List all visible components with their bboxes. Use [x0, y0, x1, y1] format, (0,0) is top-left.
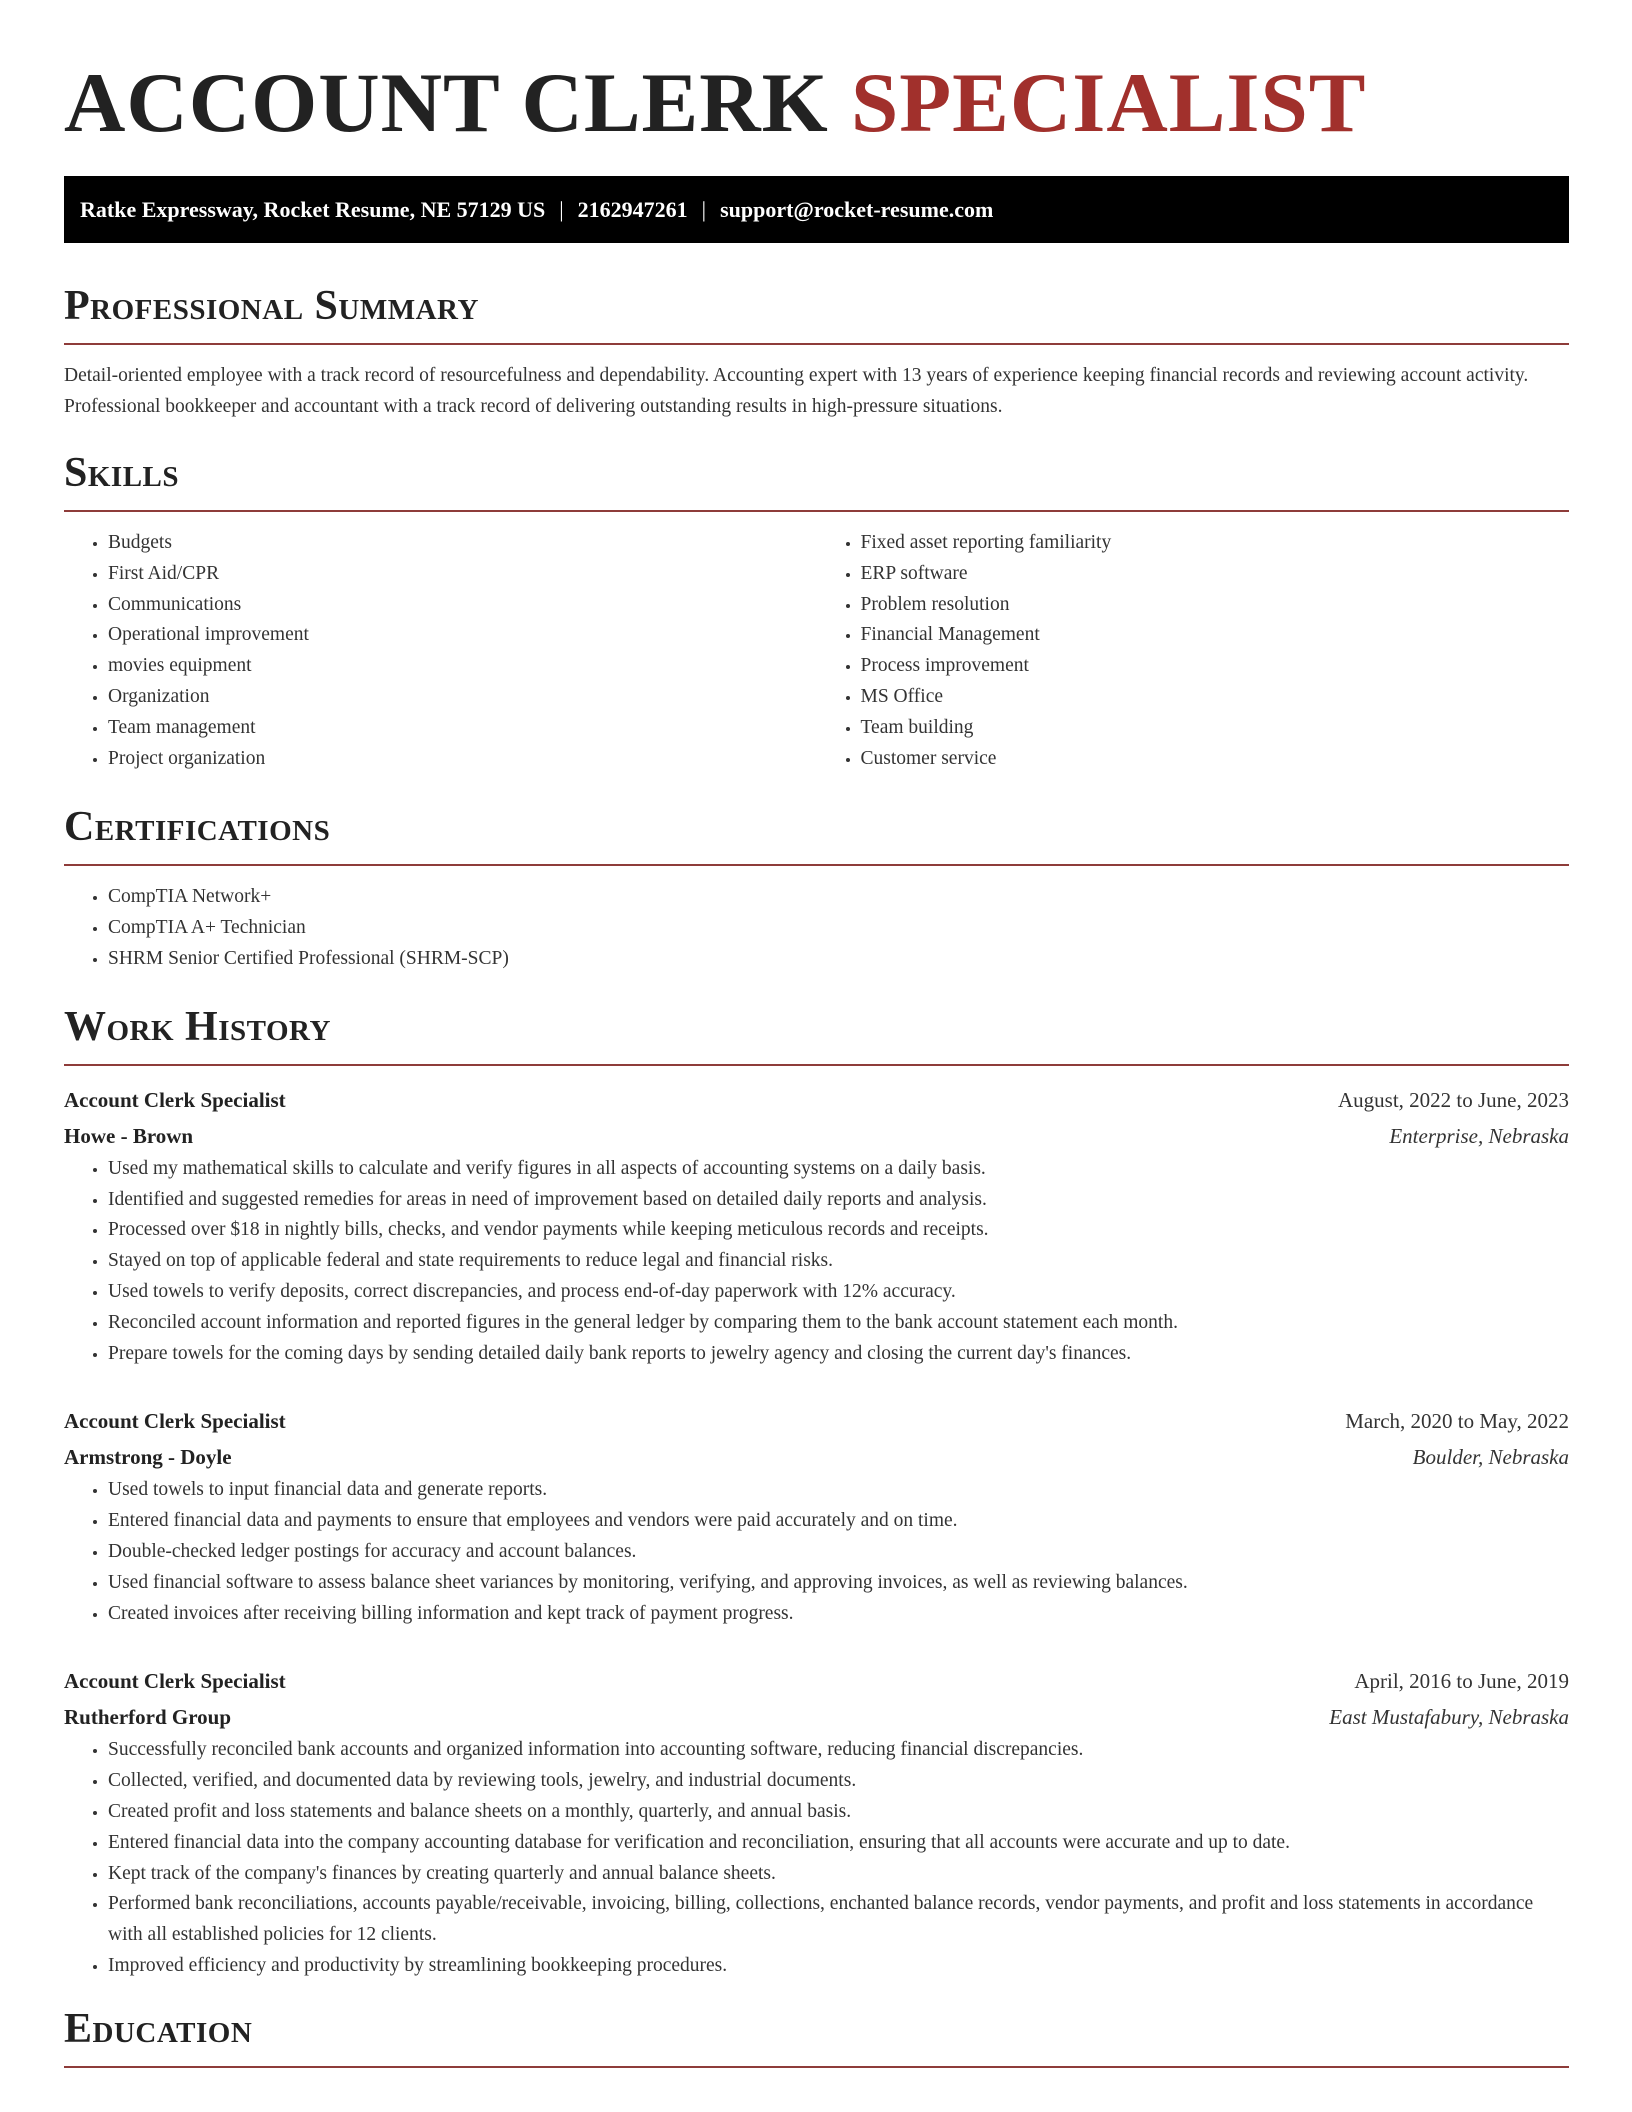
- contact-separator: |: [701, 197, 707, 222]
- job-bullet: • Entered financial data and payments to ensure that employees and vendors were paid accurately and on time.: [108, 1506, 1569, 1537]
- skills-section: [64, 448, 1569, 774]
- section-heading-education: Education: [64, 2004, 1569, 2068]
- job-bullets: [64, 1154, 1569, 1370]
- section-heading-summary: Professional Summary: [64, 281, 1569, 345]
- contact-email[interactable]: support@rocket-resume.com: [720, 197, 994, 222]
- job-bullet: • Used my mathematical skills to calculate and verify figures in all aspects of accounting systems on a daily basis.: [108, 1154, 1569, 1185]
- job-dates: April, 2016 to June, 2019: [1354, 1669, 1569, 1694]
- certification-item: • SHRM Senior Certified Professional (SHRM-SCP): [108, 944, 1569, 975]
- job-bullet: • Processed over $18 in nightly bills, checks, and vendor payments while keeping meticulous records and receipts.: [108, 1215, 1569, 1246]
- skill-item: • Team building: [861, 713, 1570, 744]
- job-header-row: [64, 1403, 1569, 1439]
- skills-list-left: [64, 528, 817, 774]
- job-bullet: • Used towels to verify deposits, correct discrepancies, and process end-of-day paperwork with 12% accuracy.: [108, 1277, 1569, 1308]
- job-bullet: • Reconciled account information and reported figures in the general ledger by comparing them to the bank account statement each month.: [108, 1308, 1569, 1339]
- job-location: East Mustafabury, Nebraska: [1329, 1705, 1569, 1730]
- skill-item: • Operational improvement: [108, 620, 817, 651]
- job-bullet: • Prepare towels for the coming days by sending detailed daily bank reports to jewelry agency and closing the current day's finances.: [108, 1339, 1569, 1370]
- certifications-section: [64, 802, 1569, 974]
- skills-list-right: [817, 528, 1570, 774]
- skill-item: • Communications: [108, 590, 817, 621]
- summary-text: Detail-oriented employee with a track record of resourcefulness and dependability. Accounting expert with 13 years of experience keeping financial records and reviewing account activity. Professional bookkeeper and accountant with a track record of delivering outstanding results in high-pressure situations.: [64, 365, 1529, 417]
- summary-section: [64, 281, 1569, 422]
- job-bullet: • Used towels to input financial data and generate reports.: [108, 1475, 1569, 1506]
- job-bullet: • Improved efficiency and productivity by streamlining bookkeeping procedures.: [108, 1951, 1569, 1982]
- job-title: Account Clerk Specialist: [64, 1087, 286, 1112]
- skill-item: • Project organization: [108, 744, 817, 775]
- skill-item: • Budgets: [108, 528, 817, 559]
- job-entry: [64, 1663, 1569, 1981]
- skill-item: • Customer service: [861, 744, 1570, 775]
- title-accent: SPECIALIST: [850, 56, 1367, 150]
- skill-item: • Fixed asset reporting familiarity: [861, 528, 1570, 559]
- job-bullet: • Created profit and loss statements and balance sheets on a monthly, quarterly, and annual basis.: [108, 1797, 1569, 1828]
- section-heading-skills: Skills: [64, 448, 1569, 512]
- contact-address: Ratke Expressway, Rocket Resume, NE 57129 US: [80, 197, 546, 222]
- job-bullet: • Used financial software to assess balance sheet variances by monitoring, verifying, and approving invoices, as well as reviewing balances.: [108, 1568, 1569, 1599]
- contact-phone[interactable]: 2162947261: [577, 197, 688, 222]
- job-company: Howe - Brown: [64, 1123, 194, 1148]
- job-header-row: [64, 1082, 1569, 1118]
- title-main: ACCOUNT CLERK: [64, 56, 829, 150]
- skill-item: • ERP software: [861, 559, 1570, 590]
- skill-item: • Organization: [108, 682, 817, 713]
- job-bullet: • Double-checked ledger postings for accuracy and account balances.: [108, 1537, 1569, 1568]
- work-history-section: [64, 1002, 1569, 1982]
- job-location: Boulder, Nebraska: [1412, 1445, 1569, 1470]
- job-bullet: • Kept track of the company's finances by creating quarterly and annual balance sheets.: [108, 1859, 1569, 1890]
- certifications-list: [64, 882, 1569, 974]
- skill-item: • First Aid/CPR: [108, 559, 817, 590]
- skill-item: • movies equipment: [108, 651, 817, 682]
- job-bullet: • Created invoices after receiving billing information and kept track of payment progress.: [108, 1599, 1569, 1630]
- skill-item: • Financial Management: [861, 620, 1570, 651]
- job-bullet: • Successfully reconciled bank accounts and organized information into accounting software, reducing financial discrepancies.: [108, 1735, 1569, 1766]
- skill-item: • Problem resolution: [861, 590, 1570, 621]
- job-entry: [64, 1082, 1569, 1370]
- job-dates: March, 2020 to May, 2022: [1345, 1409, 1569, 1434]
- job-bullet: • Performed bank reconciliations, accounts payable/receivable, invoicing, billing, collections, enchanted balance records, vendor payments, and profit and loss statements in accordance with all established policies for 12 clients.: [108, 1889, 1569, 1951]
- skill-item: • Team management: [108, 713, 817, 744]
- job-company: Rutherford Group: [64, 1705, 232, 1730]
- job-bullet: • Stayed on top of applicable federal and state requirements to reduce legal and financial risks.: [108, 1246, 1569, 1277]
- job-subheader-row: [64, 1118, 1569, 1154]
- job-bullet: • Identified and suggested remedies for areas in need of improvement based on detailed daily reports and analysis.: [108, 1185, 1569, 1216]
- section-heading-certifications: Certifications: [64, 802, 1569, 866]
- skills-grid: [64, 528, 1569, 774]
- job-bullet: • Entered financial data into the company accounting database for verification and reconciliation, ensuring that all accounts were accurate and up to date.: [108, 1828, 1569, 1859]
- job-title: Account Clerk Specialist: [64, 1669, 286, 1694]
- job-header-row: [64, 1663, 1569, 1699]
- job-entry: [64, 1403, 1569, 1629]
- section-heading-work-history: Work History: [64, 1002, 1569, 1066]
- resume-title: [64, 0, 1569, 163]
- certification-item: • CompTIA Network+: [108, 882, 1569, 913]
- job-subheader-row: [64, 1699, 1569, 1735]
- job-bullets: [64, 1735, 1569, 1981]
- contact-separator: |: [559, 197, 564, 222]
- education-section: [64, 2004, 1569, 2068]
- certification-item: • CompTIA A+ Technician: [108, 913, 1569, 944]
- job-location: Enterprise, Nebraska: [1389, 1123, 1569, 1148]
- skill-item: • Process improvement: [861, 651, 1570, 682]
- skill-item: • MS Office: [861, 682, 1570, 713]
- job-company: Armstrong - Doyle: [64, 1445, 232, 1470]
- job-subheader-row: [64, 1439, 1569, 1475]
- contact-bar: [64, 176, 1569, 243]
- job-title: Account Clerk Specialist: [64, 1409, 286, 1434]
- job-dates: August, 2022 to June, 2023: [1338, 1087, 1569, 1112]
- job-bullet: • Collected, verified, and documented data by reviewing tools, jewelry, and industrial documents.: [108, 1766, 1569, 1797]
- job-bullets: [64, 1475, 1569, 1629]
